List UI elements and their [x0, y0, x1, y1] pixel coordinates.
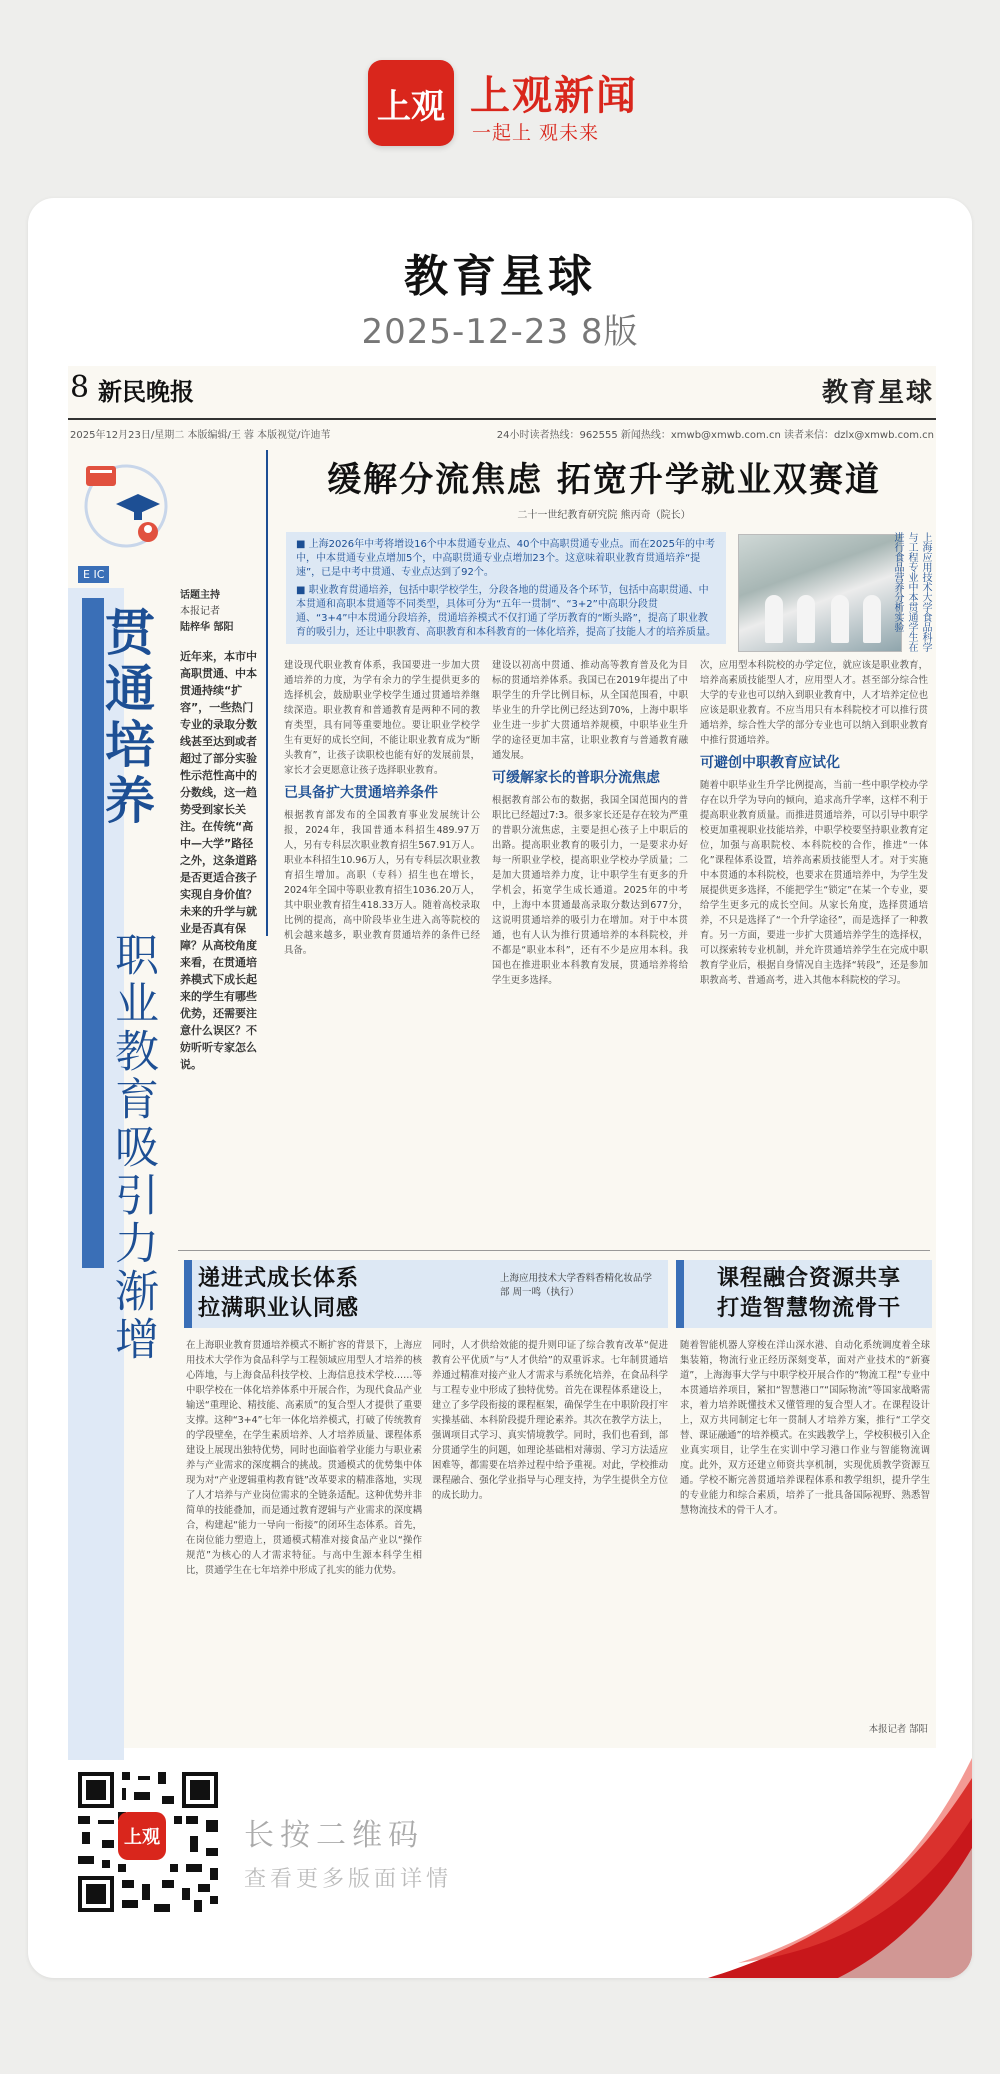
lead-article-title: 缓解分流焦虑 拓宽升学就业双赛道	[327, 460, 881, 500]
photo-person	[765, 595, 783, 643]
lead-column-1	[284, 658, 480, 1238]
shangguan-logo: 上观	[368, 60, 454, 146]
edition-meta: 2025年12月23日/星期二 本版编辑/王 蓉 本版视觉/许迪苇	[70, 430, 331, 441]
photo-person	[831, 595, 849, 643]
summary-paragraph: ■ 上海2026年中考将增设16个中本贯通专业点、40个中高职贯通专业点。而在2025年的中考中，中本贯通专业点增加5个，中高职贯通专业点增加23个。这意味着职业教育贯通培养“提速”，已是中考中贯通、专业点达到了92个。	[296, 539, 715, 578]
photo-person	[797, 595, 815, 643]
column-text: 次，应用型本科院校的办学定位，就应该是职业教育，培养高素质技能型人才，应用型人才。甚至部分综合性大学的专业也可以纳入到职业教育中，人才培养定位也应该是职业教育。不应当用只有本科院校才可以推行贯通培养，综合性大学的部分专业也可以纳入到职业教育中推行贯通培养。	[700, 660, 928, 746]
column-tag: E IC	[78, 566, 109, 583]
lab-photo	[738, 534, 902, 652]
article2-title	[198, 1264, 498, 1324]
lead-summary-box	[286, 532, 726, 644]
divider-line	[266, 450, 268, 936]
photo-caption: 上海应用技术大学食品科学与工程专业中本贯通学生在进行食品营养分析实验	[892, 532, 931, 652]
topic-intro	[180, 648, 260, 1073]
edition-date: 2025-12-23 8版	[361, 312, 639, 352]
page-title: 教育星球	[404, 251, 596, 302]
decorative-swoosh	[668, 1758, 972, 1978]
article2-title-line: 拉满职业认同感	[198, 1296, 360, 1321]
vertical-subtitle: 职业教育吸引力渐增	[107, 932, 158, 1364]
qr-instruction: 长按二维码	[244, 1818, 424, 1853]
column-text: 根据教育部发布的全国教育事业发展统计公报，2024年，我国普通本科招生489.97万人，另有专科层次职业教育招生567.91万人。职业本科招生10.96万人，另有专科层次职业教育招生增加。高职（专科）招生也在增长，2024年全国中等职业教育招生1036.20万人，其中职业教育招生418.33万人。随着高校录取比例的提高，高中阶段毕业生进入高等院校的机会越来越多，职业教育贯通培养的条件已经具备。	[284, 810, 480, 956]
article3-title	[688, 1264, 930, 1324]
lead-column-2	[492, 658, 688, 1238]
host-names: 陆梓华 郜阳	[180, 622, 234, 633]
lead-column-3	[700, 658, 928, 1238]
column-text: 建设以初高中贯通、推动高等教育普及化为目标的贯通培养体系。我国已在2019年提出了中职学生的升学比例目标，从全国范围看，中职毕业生的升学比例已经达到70%，上海中职毕业生进一步扩大贯通培养规模，中职毕业生升学的途径更加丰富，让职业教育与普通教育融通发展。	[492, 660, 688, 761]
masthead-rule	[68, 418, 936, 420]
article3-column	[680, 1338, 930, 1718]
vertical-title: 贯通培养	[97, 606, 156, 830]
summary-paragraph: ■ 职业教育贯通培养，包括中职学校学生，分段各地的贯通及各个环节，包括中高职贯通、中本贯通和高职本贯通等不同类型，具体可分为“五年一贯制”、“3+2”中高职分段贯通、“3+4”中本贯通分段培养，贯通培养模式不仅打通了学历教育的“断头路”，提高了职业教育的吸引力，还让中职教育、高职教育和本科教育的一体化培养，提高了技能人才的培养质量。	[296, 585, 716, 638]
article2-title-line: 递进式成长体系	[198, 1266, 360, 1291]
article3-reporter: 本报记者 郜阳	[868, 1724, 928, 1735]
newspaper-masthead	[68, 366, 936, 418]
host-reporter-label: 本报记者	[180, 606, 220, 617]
article3-accent-bar	[676, 1260, 684, 1328]
column-text: 根据教育部公布的数据，我国全国范围内的普职比已经超过7:3。很多家长还是存在较为严重的普职分流焦虑，主要是担心孩子上中职后的出路。提高职业教育的吸引力，一是要求办好每一所职业学校，提高职业学校办学质量；二是加大贯通培养力度，让中职学生有更多的升学机会，拓宽学生成长通道。2025年的中考中，上海中本贯通最高录取分数达到677分，这说明贯通培养的吸引力在增加。对于中本贯通，也有人认为推行贯通培养的本科院校，并不都是“职业本科”，还有不少是应用本科。我国也在推进职业本科教育发展，贯通培养将给学生更多选择。	[492, 795, 688, 986]
hotline-meta: 24小时读者热线：962555 新闻热线：xmwb@xmwb.com.cn 读者来信：dzlx@xmwb.com.cn	[496, 430, 934, 441]
article2-column-2	[432, 1338, 668, 1740]
column-subheading: 可避创中职教育应试化	[700, 755, 840, 771]
article2-byline: 上海应用技术大学香料香精化妆品学部 周一鸣（执行）	[500, 1273, 653, 1298]
topic-host	[180, 588, 258, 636]
newspaper-page-image[interactable]	[68, 366, 936, 1748]
column-text: 在上海职业教育贯通培养模式不断扩容的背景下，上海应用技术大学作为食品科学与工程领域应用型人才培养的核心阵地，与上海食品科技学校、上海信息技术学校……等中职学校在一体化培养体系中开展合作，为现代食品产业输送“重理论、精技能、高素质”的复合型人才提供了重要支撑。这种“3+4”七年一体化培养模式，打破了传统教育的学段壁垒，在学生素质培养、人才培养质量、课程体系建设上展现出独特优势，同时也面临着学业能力与职业素养与产业需求的深度耦合的挑战。贯通模式的优势集中体现为对“产业逻辑重构教育链”改革要求的精准落地，实现了人才培养与产业岗位需求的全链条适配。这种优势并非简单的技能叠加，而是通过教育逻辑与产业需求的深度耦合，构建起“能力一导向一衔接”的闭环生态体系。首先，在岗位能力塑造上，贯通模式精准对接食品产业以“操作规范”为核心的人才需求特征。与高中生源本科学生相比，贯通学生在七年培养中形成了扎实的能力优势。	[186, 1340, 422, 1576]
intro-text: 近年来，本市中高职贯通、中本贯通持续“扩容”，一些热门专业的录取分数线甚至达到或者超过了部分实验性示范性高中的分数线，这一趋势受到家长关注。在传统“高中—大学”路径之外，这条道路是否更适合孩子实现自身价值？未来的升学与就业是否真有保障？从高校角度来看，在贯通培养模式下成长起来的学生有哪些优势，还需要注意什么误区？不妨听听专家怎么说。	[180, 650, 257, 1071]
page-number: 8	[70, 370, 90, 405]
lead-article-byline: 二十一世纪教育研究院 熊丙奇（院长）	[517, 510, 691, 521]
content-card	[28, 198, 972, 1978]
article3-title-line: 打造智慧物流骨干	[716, 1296, 901, 1321]
column-subheading: 可缓解家长的普职分流焦虑	[492, 770, 660, 786]
column-text: 随着中职毕业生升学比例提高，当前一些中职学校办学存在以升学为导向的倾向，追求高升学率，这样不利于提高职业教育质量。而推进贯通培养，可以引导中职学校更加重视职业技能培养，中职学校要坚持职业教育定位，加强与高职院校、本科院校的合作，推进“一体化”课程体系设置，培养高素质技能型人才。对于实施中本贯通的本科院校，也要求在贯通培养中，为学生发展提供更多选择，不能把学生“锁定”在某一个专业，要给学生更多元的成长空间。从家长角度，选择贯通培养，不只是选择了“一个升学途径”，而是选择了一种教育。另一方面，要进一步扩大贯通培养学生的选择权，可以探索转专业机制，并允许贯通培养学生在完成中职教育学业后，根据自身情况自主选择“转段”，还是参加职教高考、普通高考，进入其他本科院校的学习。	[700, 780, 928, 986]
column-text: 建设现代职业教育体系，我国要进一步加大贯通培养的力度，为学有余力的学生提供更多的选择机会，鼓励职业学校学生通过贯通培养继续深造。职业教育和普通教育是两种不同的教育类型，具有同等重要地位。要让职业学校学生有更好的成长空间，不能让职业教育成为“断头教育”，让孩子读职校也能有好的发展前景，家长才会更愿意让孩子选择职业教育。	[284, 660, 480, 776]
qr-logo: 上观	[118, 1812, 166, 1860]
graduation-cap-icon	[76, 454, 176, 554]
article3-footer	[828, 1722, 928, 1738]
newspaper-name: 新民晚报	[98, 377, 194, 406]
section-name: 教育星球	[821, 378, 934, 408]
qr-subtext: 查看更多版面详情	[244, 1867, 453, 1892]
section-divider	[178, 1250, 930, 1251]
host-label: 话题主持	[180, 590, 220, 601]
article2-column-1	[186, 1338, 422, 1740]
brand-header	[0, 58, 1000, 148]
photo-person	[863, 595, 881, 643]
column-text: 随着智能机器人穿梭在洋山深水港、自动化系统调度着全球集装箱，物流行业正经历深刻变革，面对产业技术的“新赛道”，上海海事大学与中职学校开展合作的“物流工程”专业中本贯通培养项目，紧扣“智慧港口”“国际物流”等国家战略需求，着力培养既懂技术又懂管理的复合型人才。在课程设计上，双方共同制定七年一贯制人才培养方案，推行“工学交替、课证融通”的培养模式。在实践教学上，学校积极引入企业真实项目，让学生在实训中学习港口作业与智能物流调度。此外，双方还建立师资共享机制，实现优质教学资源互通。学校不断完善贯通培养课程体系和教学组织，提升学生的专业能力和综合素质，培养了一批具备国际视野、熟悉智慧物流技术的骨干人才。	[680, 1340, 930, 1516]
article3-title-line: 课程融合资源共享	[716, 1266, 901, 1291]
column-subheading: 已具备扩大贯通培养条件	[284, 785, 438, 801]
brand-slogan: 一起上 观未来	[472, 122, 600, 144]
article2-accent-bar	[184, 1260, 192, 1328]
brand-name: 上观新闻	[470, 73, 638, 119]
column-text: 同时，人才供给效能的提升则印证了综合教育改革“促进教育公平优质”与“人才供给”的双重诉求。七年制贯通培养通过精准对接产业人才需求与系统化培养，在食品科学与工程专业中形成了独特优势。首先在课程体系建设上，建立了多学段衔接的课程框架，确保学生在中职阶段打牢实操基础、本科阶段提升理论素养。其次在教学方法上，强调项目式学习、真实情境教学。同时，我们也看到，部分贯通学生的问题，如理论基础相对薄弱、学习方法适应困难等，都需要在培养过程中给予重视。对此，学校推动课程融合、强化学业指导与心理支持，为学生提供全方位的成长助力。	[432, 1340, 668, 1501]
